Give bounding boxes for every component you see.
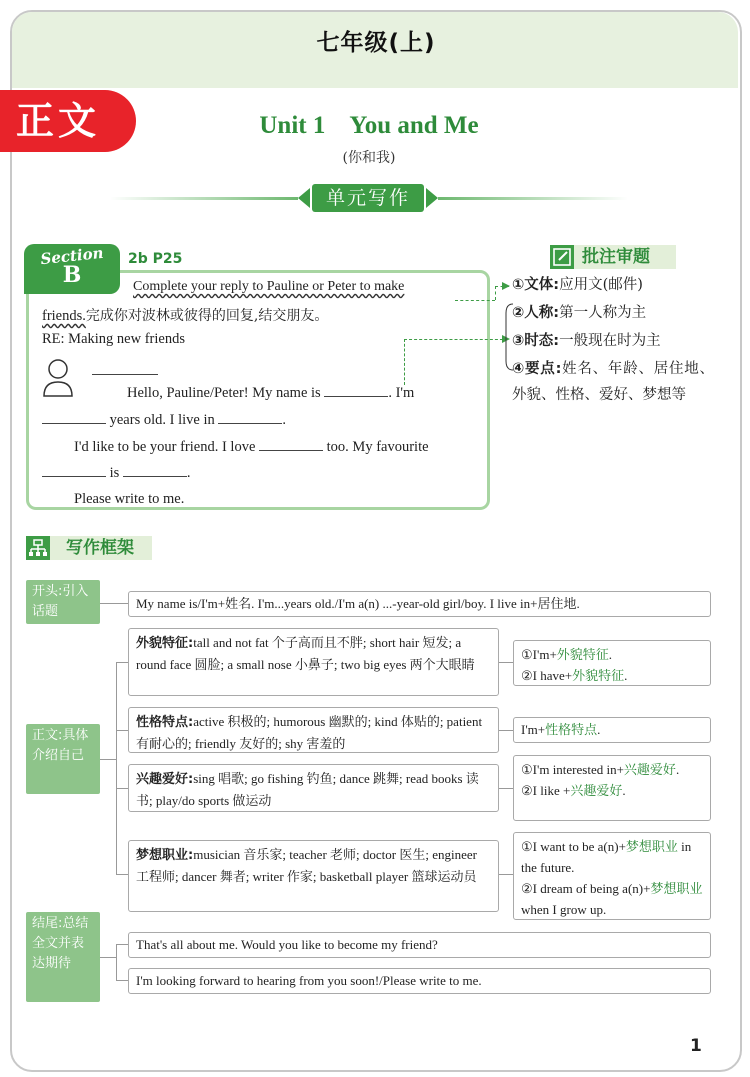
hobby-label: 兴趣爱好: — [136, 772, 194, 787]
hobby-sentences — [513, 755, 711, 821]
appearance-s1b: 外貌特征 — [556, 647, 609, 662]
body-label: 正文:具体介绍自己 — [26, 724, 100, 794]
section-tab — [24, 244, 120, 294]
ending-sentence-1: That's all about me. Would you like to become my friend? — [128, 932, 711, 958]
appearance-sentence-2 — [521, 665, 703, 686]
section-tab-letter: B — [62, 262, 82, 288]
banner-label: 单元写作 — [312, 184, 424, 212]
ending-label: 结尾:总结全文并表达期待 — [26, 912, 100, 1002]
hobby-s2c: . — [622, 783, 626, 798]
banner-line-left — [110, 197, 298, 200]
hobby-s2b: 兴趣爱好 — [570, 783, 623, 798]
name-blank[interactable] — [92, 362, 158, 375]
unit-subtitle: (你和我) — [342, 150, 396, 166]
email-line-3b: too. My favourite — [326, 439, 429, 455]
section-banner — [0, 183, 738, 213]
email-line-1 — [127, 384, 414, 402]
blank-love[interactable] — [259, 438, 323, 451]
email-line-4-end: . — [186, 465, 191, 481]
grade-title: 七年级(上) — [316, 30, 436, 56]
framework-title: 写作框架 — [66, 538, 134, 558]
appearance-s1a: ①I'm+ — [521, 647, 557, 662]
hobby-s1c: . — [675, 762, 680, 777]
email-line-1a: Hello, Pauline/Peter! My name is — [127, 385, 321, 401]
hobby-connector — [499, 788, 513, 789]
dream-s1a: ①I want to be a(n)+ — [521, 839, 626, 854]
appearance-s2c: . — [624, 668, 628, 683]
banner-arrow-left — [298, 188, 310, 208]
task-english-2: friends. — [42, 308, 86, 324]
section-tab-word: Section — [39, 243, 105, 269]
dream-sentence-1 — [521, 836, 703, 878]
unit-title: Unit 1 You and Me — [259, 112, 479, 139]
body-branch-4 — [116, 874, 128, 875]
annotation-points — [512, 356, 714, 408]
body-vertical-line — [116, 662, 117, 874]
framework-icon — [26, 536, 50, 560]
blank-favourite[interactable] — [42, 464, 106, 477]
annotation-arrow-1 — [502, 282, 510, 290]
annotation-tense-label: ③时态: — [512, 333, 560, 349]
edit-note-icon — [550, 245, 574, 269]
appearance-label: 外貌特征: — [136, 636, 194, 651]
appearance-sentences — [513, 640, 711, 686]
annotation-style-text: 应用文(邮件) — [559, 277, 643, 293]
dream-s2b: 梦想职业 — [650, 881, 703, 896]
email-line-2 — [42, 411, 286, 429]
personality-box — [128, 707, 499, 753]
appearance-s2a: ②I have+ — [521, 668, 573, 683]
dream-text: musician 音乐家; teacher 老师; doctor 医生; engineer 工程师; dancer 舞者; writer 作家; basketball player 篮球运动员 — [136, 847, 477, 884]
body-branch-2 — [116, 730, 128, 731]
ending-branch-2 — [116, 980, 128, 981]
annotation-connector-1 — [455, 300, 495, 301]
ending-vertical-line — [116, 944, 117, 980]
dream-connector — [499, 874, 513, 875]
dream-s2a: ②I dream of being a(n)+ — [521, 881, 651, 896]
personality-s1a: I'm+ — [521, 722, 546, 737]
appearance-text: tall and not fat 个子高而且不胖; short hair 短发; a round face 圆脸; a small nose 小鼻子; two big eyes 两个大眼睛 — [136, 635, 475, 672]
opening-box: My name is/I'm+姓名. I'm...years old./I'm a(n) ...-year-old girl/boy. I live in+居住地. — [128, 591, 711, 617]
opening-label: 开头:引入话题 — [26, 580, 100, 624]
task-chinese: 完成你对波林或彼得的回复,结交朋友。 — [85, 308, 329, 324]
banner-line-right — [438, 197, 628, 200]
email-line-1b: . I'm — [388, 385, 415, 401]
ending-connector — [100, 957, 116, 958]
appearance-connector — [499, 662, 513, 663]
dream-s2c: when I grow up. — [521, 902, 607, 917]
personality-text: active 积极的; humorous 幽默的; kind 体贴的; patient 有耐心的; friendly 友好的; shy 害羞的 — [136, 714, 483, 751]
annotation-person-text: 第一人称为主 — [559, 305, 647, 321]
page-number: 1 — [690, 1036, 702, 1056]
ending-branch-1 — [116, 944, 128, 945]
annotation-tense-text: 一般现在时为主 — [559, 333, 661, 349]
dream-box — [128, 840, 499, 912]
page-reference: 2b P25 — [128, 251, 183, 267]
dream-sentences — [513, 832, 711, 920]
annotation-style-label: ①文体: — [512, 277, 560, 293]
annotation-connector-1v — [495, 286, 496, 300]
dream-sentence-2 — [521, 878, 703, 920]
blank-name[interactable] — [324, 384, 388, 397]
annotation-connector-2h — [404, 339, 508, 340]
personality-s1b: 性格特点 — [545, 722, 598, 737]
appearance-sentence-1 — [521, 644, 703, 665]
annotation-title: 批注审题 — [582, 247, 650, 267]
email-line-3 — [74, 438, 429, 456]
email-line-2-text: years old. I live in — [109, 412, 215, 428]
avatar-icon — [42, 358, 74, 398]
task-english-1-text: Complete your reply to Pauline or Peter to make — [133, 279, 405, 294]
hobby-text: sing 唱歌; go fishing 钓鱼; dance 跳舞; read books 读书; play/do sports 做运动 — [136, 771, 479, 808]
body-branch-1 — [116, 662, 128, 663]
email-line-4 — [42, 464, 191, 482]
annotation-points-text: 姓名、年龄、居住地、外貌、性格、爱好、梦想等 — [512, 361, 715, 403]
appearance-box — [128, 628, 499, 696]
appearance-s1c: . — [608, 647, 613, 662]
annotation-person-label: ②人称: — [512, 305, 560, 321]
email-subject: RE: Making new friends — [42, 331, 185, 347]
dream-s1c: in the future. — [521, 839, 692, 875]
hobby-sentence-2 — [521, 780, 703, 801]
personality-label: 性格特点: — [136, 715, 194, 730]
personality-connector — [499, 730, 513, 731]
body-branch-3 — [116, 788, 128, 789]
appearance-s2b: 外貌特征 — [572, 668, 625, 683]
hobby-s1b: 兴趣爱好 — [623, 762, 676, 777]
hobby-s1a: ①I'm interested in+ — [521, 762, 624, 777]
email-line-4-text: is — [109, 465, 120, 481]
annotation-person — [512, 300, 646, 327]
body-connector — [100, 759, 116, 760]
email-line-2-end: . — [282, 412, 286, 428]
annotation-style — [512, 272, 643, 299]
task-english-1 — [133, 279, 404, 295]
personality-s1c: . — [597, 722, 601, 737]
personality-sentences — [513, 717, 711, 743]
blank-city[interactable] — [218, 411, 282, 424]
hobby-box — [128, 764, 499, 812]
annotation-tense — [512, 328, 661, 355]
dream-label: 梦想职业: — [136, 848, 194, 863]
task-line-2 — [42, 305, 328, 325]
dream-s1b: 梦想职业 — [625, 839, 678, 854]
annotation-connector-2v — [404, 339, 405, 385]
hobby-s2a: ②I like + — [521, 783, 571, 798]
email-line-3a: I'd like to be your friend. I love — [74, 439, 256, 455]
ending-sentence-2: I'm looking forward to hearing from you soon!/Please write to me. — [128, 968, 711, 994]
opening-connector — [100, 603, 128, 604]
hobby-sentence-1 — [521, 759, 703, 780]
blank-thing[interactable] — [123, 464, 187, 477]
email-line-5: Please write to me. — [74, 491, 185, 507]
main-text-badge: 正文 — [0, 90, 136, 152]
annotation-points-label: ④要点: — [512, 361, 562, 377]
blank-age[interactable] — [42, 411, 106, 424]
banner-arrow-right — [426, 188, 438, 208]
